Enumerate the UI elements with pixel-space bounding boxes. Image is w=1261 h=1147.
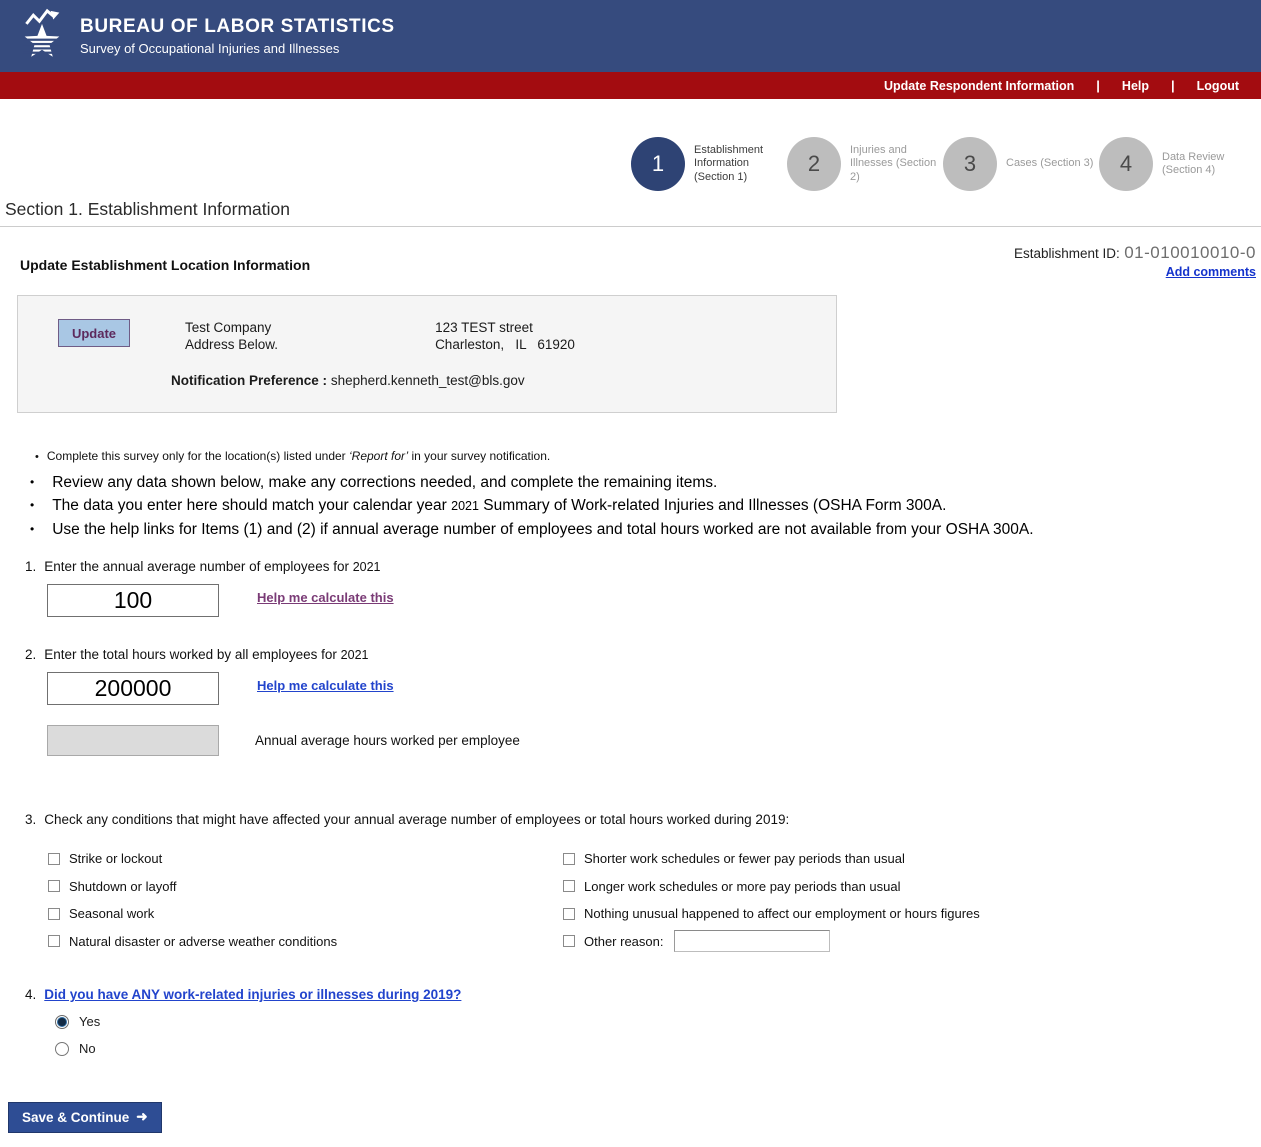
agency-title: BUREAU OF LABOR STATISTICS (80, 16, 395, 37)
checkbox-icon[interactable] (48, 935, 60, 947)
step-1-circle[interactable]: 1 (631, 137, 685, 191)
establishment-id-block (1014, 243, 1256, 281)
checkbox-icon[interactable] (563, 908, 575, 920)
annual-average-hours-readonly-input (47, 725, 219, 756)
checkbox-icon[interactable] (563, 853, 575, 865)
radio-yes-icon[interactable] (55, 1015, 69, 1029)
survey-subtitle: Survey of Occupational Injuries and Illnesses (80, 41, 340, 56)
question-3-label: 3. Check any conditions that might have affected your annual average number of employees or total hours worked during 2019: (25, 812, 790, 827)
header-titles (80, 16, 395, 56)
question-2 (0, 647, 1261, 756)
question-1-year: 2021 (352, 560, 381, 574)
total-hours-worked-input[interactable] (47, 672, 219, 705)
question-1 (0, 559, 1261, 617)
add-comments-link[interactable]: Add comments (1165, 265, 1256, 279)
question-4 (0, 987, 1261, 1056)
logout-link[interactable]: Logout (1196, 78, 1239, 93)
other-reason-input[interactable] (674, 930, 830, 952)
conditions-checkbox-grid (48, 845, 1261, 955)
radio-no-icon[interactable] (55, 1042, 69, 1056)
instruction-item: • The data you enter here should match your calendar year 2021 Summary of Work-related Injuries and Illnesses (OSHA Form 300A. (30, 497, 947, 514)
checkbox-natural-disaster[interactable]: Natural disaster or adverse weather conditions (48, 934, 563, 949)
calendar-year: 2021 (451, 499, 479, 513)
work-related-injuries-question-link[interactable]: Did you have ANY work-related injuries or illnesses during 2019? (44, 987, 462, 1002)
checkbox-icon[interactable] (48, 880, 60, 892)
checkbox-other-reason[interactable]: Other reason: (563, 930, 1261, 952)
bullet-icon: • (30, 498, 35, 512)
checkbox-seasonal-work[interactable]: Seasonal work (48, 906, 563, 921)
step-2-injuries-illnesses[interactable] (787, 137, 943, 191)
establishment-info-box (17, 295, 837, 413)
establishment-id-label: Establishment ID: (1013, 246, 1120, 261)
bullet-icon: • (30, 522, 35, 536)
step-4-data-review[interactable] (1099, 137, 1255, 191)
notification-preference (171, 373, 836, 388)
step-4-circle[interactable]: 4 (1099, 137, 1153, 191)
city-state-zip: Charleston, IL 61920 (435, 337, 575, 352)
update-location-heading: Update Establishment Location Information (20, 257, 311, 273)
step-1-label: Establishment Information (Section 1) (694, 143, 764, 183)
step-3-label: Cases (Section 3) (1006, 157, 1094, 170)
annual-average-hours-label: Annual average hours worked per employee (255, 733, 520, 748)
notification-preference-label: Notification Preference : (171, 373, 328, 388)
company-address-note: Address Below. (185, 337, 279, 352)
checkbox-shutdown-or-layoff[interactable]: Shutdown or layoff (48, 879, 563, 894)
question-2-label: 2. Enter the total hours worked by all employees for 2021 (25, 647, 369, 662)
nav-separator: | (1096, 78, 1100, 93)
step-2-label: Injuries and Illnesses (Section 2) (850, 143, 937, 183)
step-1-establishment-information[interactable] (631, 137, 787, 191)
instructions-list (0, 449, 1261, 541)
instruction-item: • Complete this survey only for the location(s) listed under ‘Report for’ in your survey notification. (35, 449, 551, 463)
checkbox-icon[interactable] (563, 880, 575, 892)
arrow-right-icon: ➜ (136, 1109, 148, 1124)
checkbox-nothing-unusual[interactable]: Nothing unusual happened to affect our employment or hours figures (563, 906, 1261, 921)
step-4-label: Data Review (Section 4) (1162, 150, 1225, 176)
nav-separator: | (1171, 78, 1175, 93)
instruction-item: • Use the help links for Items (1) and (2) if annual average number of employees and total hours worked are not available from your OSHA 300A. (30, 521, 1034, 538)
help-link[interactable]: Help (1121, 78, 1150, 93)
bls-star-logo-icon (16, 8, 68, 64)
company-name-block (185, 319, 278, 353)
establishment-header-row (20, 243, 1256, 281)
utility-bar (0, 72, 1261, 99)
company-name: Test Company (185, 320, 272, 335)
company-address-block (435, 319, 575, 353)
section-divider (0, 226, 1261, 227)
notification-preference-value: shepherd.kenneth_test@bls.gov (330, 373, 525, 388)
question-4-label: 4. Did you have ANY work-related injuries or illnesses during 2019? (25, 987, 462, 1002)
step-indicator (0, 137, 1255, 191)
checkbox-icon[interactable] (48, 853, 60, 865)
checkbox-icon[interactable] (48, 908, 60, 920)
question-3 (0, 812, 1261, 955)
establishment-id-value: 01-010010010-0 (1124, 243, 1256, 262)
question-2-year: 2021 (340, 648, 369, 662)
update-respondent-link[interactable]: Update Respondent Information (884, 78, 1075, 93)
checkbox-icon[interactable] (563, 935, 575, 947)
bullet-icon: • (35, 451, 39, 463)
help-calculate-hours-link[interactable]: Help me calculate this (257, 678, 394, 693)
bullet-icon: • (30, 475, 35, 489)
checkbox-shorter-work-schedules[interactable]: Shorter work schedules or fewer pay periods than usual (563, 851, 1261, 866)
street-address: 123 TEST street (435, 320, 533, 335)
app-header (0, 0, 1261, 72)
help-calculate-employees-link[interactable]: Help me calculate this (257, 590, 394, 605)
update-address-button[interactable]: Update (58, 319, 130, 347)
checkbox-strike-or-lockout[interactable]: Strike or lockout (48, 851, 563, 866)
instruction-item: • Review any data shown below, make any corrections needed, and complete the remaining items. (30, 474, 718, 491)
checkbox-longer-work-schedules[interactable]: Longer work schedules or more pay periods than usual (563, 879, 1261, 894)
question-1-label: 1. Enter the annual average number of employees for 2021 (25, 559, 381, 574)
report-for-italic: ‘Report for’ (349, 449, 409, 463)
annual-average-employees-input[interactable] (47, 584, 219, 617)
radio-option-no[interactable]: No (55, 1041, 1261, 1056)
save-and-continue-button[interactable]: Save & Continue ➜ (8, 1102, 162, 1133)
page-title: Section 1. Establishment Information (5, 199, 291, 219)
step-3-cases[interactable] (943, 137, 1099, 191)
step-3-circle[interactable]: 3 (943, 137, 997, 191)
step-2-circle[interactable]: 2 (787, 137, 841, 191)
radio-option-yes[interactable]: Yes (55, 1014, 1261, 1029)
